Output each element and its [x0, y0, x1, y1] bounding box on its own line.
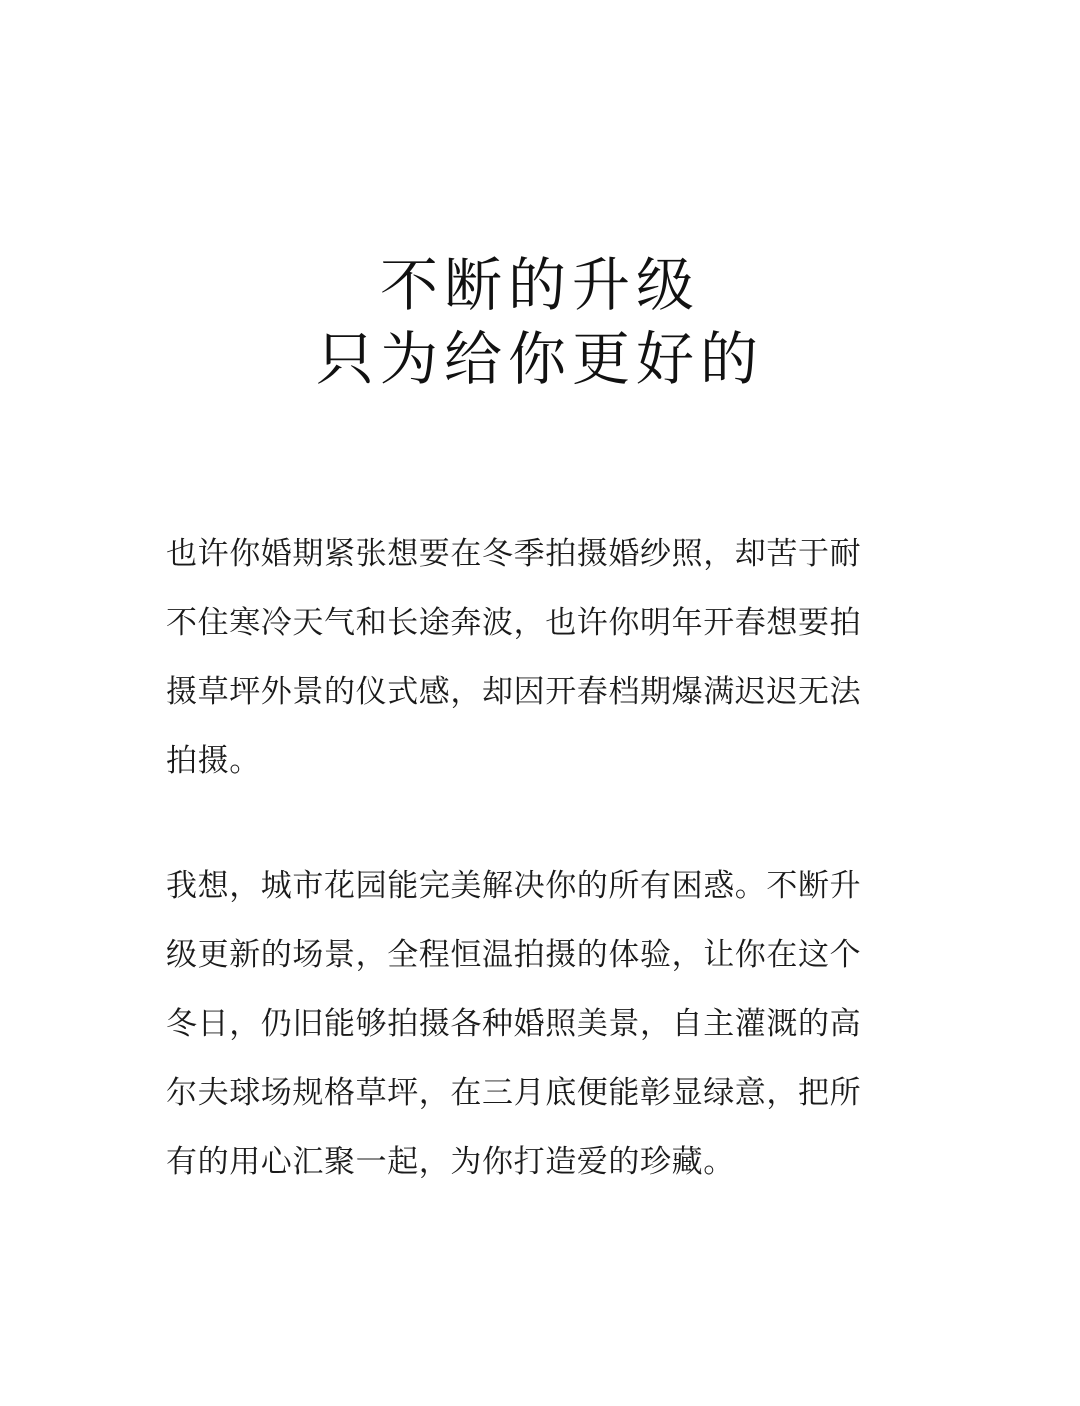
paragraph-1-line-3: 摄草坪外景的仪式感，却因开春档期爆满迟迟无法 — [166, 674, 862, 710]
paragraph-2-line-1: 我想，城市花园能完美解决你的所有困惑。不断升 — [166, 868, 862, 904]
title-line-2: 只为给你更好的 — [315, 325, 764, 393]
paragraph-1-line-2: 不住寒冷天气和长途奔波，也许你明年开春想要拍 — [166, 605, 862, 641]
page-title — [0, 248, 1080, 396]
paragraph-2-line-2: 级更新的场景，全程恒温拍摄的体验，让你在这个 — [166, 937, 862, 973]
paragraph-2-line-3: 冬日，仍旧能够拍摄各种婚照美景，自主灌溉的高 — [166, 1006, 862, 1042]
paragraph-2 — [166, 852, 918, 1197]
title-line-1: 不断的升级 — [379, 251, 700, 319]
paragraph-1-line-4: 拍摄。 — [166, 743, 261, 779]
paragraph-2-line-5: 有的用心汇聚一起，为你打造爱的珍藏。 — [166, 1144, 735, 1180]
paragraph-2-line-4: 尔夫球场规格草坪，在三月底便能彰显绿意，把所 — [166, 1075, 862, 1111]
paragraph-1 — [166, 520, 918, 796]
paragraph-1-line-1: 也许你婚期紧张想要在冬季拍摄婚纱照，却苦于耐 — [166, 536, 862, 572]
